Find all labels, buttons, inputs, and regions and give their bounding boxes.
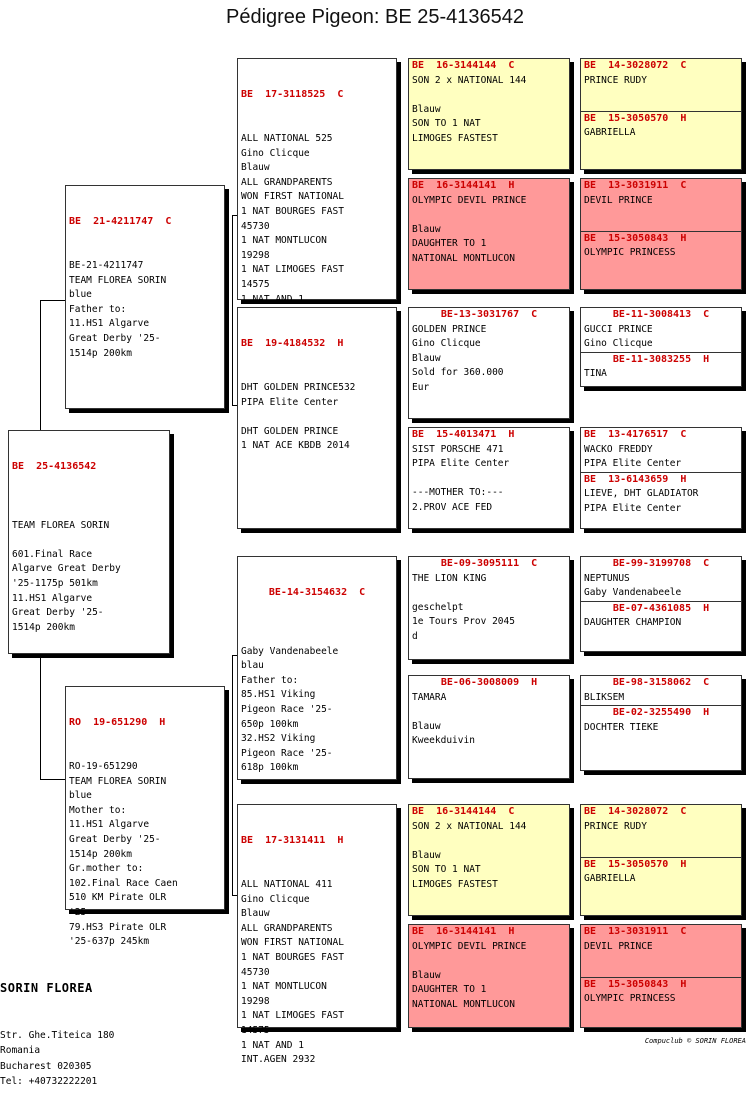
great-grandparent-card[interactable]: [408, 675, 570, 779]
card-line: 45730: [241, 220, 270, 232]
card-line: TEAM FLOREA SORIN: [69, 775, 167, 787]
card-line: OLYMPIC DEVIL PRINCE: [412, 194, 527, 206]
card-text: [69, 259, 221, 361]
footer-credit: Compuclub © SORIN FLOREA: [644, 1037, 746, 1045]
card-line: LIMOGES FASTEST: [412, 878, 498, 890]
card-line: WON FIRST NATIONAL: [241, 937, 344, 949]
card-text: [412, 323, 566, 396]
fourth-generation-card[interactable]: [580, 307, 742, 387]
card-line: ALL NATIONAL 411: [241, 878, 333, 890]
card-line: Father to:: [69, 303, 127, 315]
card-line: 19298: [241, 995, 270, 1007]
card-line: DHT GOLDEN PRINCE: [241, 425, 339, 437]
card-line: WON FIRST NATIONAL: [241, 191, 344, 203]
fourth-generation-card[interactable]: [580, 675, 742, 771]
connector-line: [40, 779, 65, 780]
card-line: 510 KM Pirate OLR: [69, 892, 167, 904]
card-line: [412, 954, 566, 969]
card-line: 650p 100km: [241, 718, 299, 730]
card-line: '25-637p 245km: [69, 936, 150, 948]
dam-ring-number: BE 13-6143659 H: [581, 472, 741, 488]
card-line: SON TO 1 NAT: [412, 118, 481, 130]
card-line: 45730: [241, 966, 270, 978]
ring-number: RO 19-651290 H: [69, 717, 166, 729]
card-line: LIMOGES FASTEST: [412, 132, 498, 144]
ring-number: BE 16-3144141 H: [412, 180, 515, 191]
dam-ring-number: BE 15-3050843 H: [581, 977, 741, 993]
card-line: OLYMPIC DEVIL PRINCE: [412, 940, 527, 952]
card-line: 1 NAT AND 1: [241, 1039, 304, 1051]
fourth-generation-card[interactable]: [580, 924, 742, 1028]
card-line: ALL GRANDPARENTS: [241, 922, 333, 934]
card-line: [412, 88, 566, 103]
card-line: OLYMPIC PRINCESS: [584, 247, 676, 259]
card-line: Str. Ghe.Titeica 180: [0, 1029, 115, 1041]
connector-line: [40, 300, 65, 301]
card-line: Sold for 360.000: [412, 367, 504, 379]
dam-ring-number: BE 15-3050843 H: [581, 231, 741, 247]
card-line: Gaby Vandenabeele: [584, 587, 682, 599]
card-line: SIST PORSCHE 471: [412, 443, 504, 455]
card-line: ALL GRANDPARENTS: [241, 176, 333, 188]
card-line: Gino Clicque: [241, 893, 310, 905]
connector-line: [232, 655, 233, 895]
fourth-generation-card[interactable]: [580, 58, 742, 170]
card-text: [412, 820, 566, 893]
card-line: DAUGHTER TO 1: [412, 238, 487, 250]
card-line: DHT GOLDEN PRINCE532: [241, 381, 356, 393]
card-line: SON 2 x NATIONAL 144: [412, 74, 527, 86]
sire-card[interactable]: [65, 185, 225, 409]
card-line: Bucharest 020305: [0, 1060, 92, 1072]
card-text: [241, 132, 393, 322]
card-line: 618p 100km: [241, 762, 299, 774]
card-line: TAMARA: [412, 691, 447, 703]
card-line: Great Derby '25-: [69, 332, 161, 344]
card-line: Gaby Vandenabeele: [241, 645, 339, 657]
card-line: Algarve Great Derby: [12, 563, 121, 575]
breeder-address: [0, 950, 114, 1105]
card-line: Blauw: [412, 103, 441, 115]
ring-number: BE 21-4211747 C: [69, 216, 172, 228]
fourth-generation-card[interactable]: [580, 556, 742, 652]
card-line: blue: [69, 790, 92, 802]
great-grandparent-card[interactable]: [408, 58, 570, 170]
dam-ring-number: BE 15-3050570 H: [581, 857, 741, 873]
sire-ring-number: BE 13-3031911 C: [584, 180, 687, 191]
card-text: [412, 443, 566, 516]
card-line: 1514p 200km: [12, 621, 75, 633]
card-line: 79.HS3 Pirate OLR: [69, 921, 167, 933]
card-line: '25-1175p 501km: [12, 577, 98, 589]
dam-text: [584, 487, 738, 516]
card-text: [69, 760, 221, 950]
card-line: BLIKSEM: [584, 691, 625, 703]
card-line: PRINCE RUDY: [584, 74, 647, 86]
card-line: 11.HS1 Algarve: [69, 318, 150, 330]
connector-line: [40, 654, 41, 779]
subject-pigeon-card[interactable]: [8, 430, 170, 654]
grandparent-card[interactable]: [237, 804, 397, 1066]
sire-text: [584, 323, 738, 352]
ring-number: BE 17-3131411 H: [241, 835, 344, 847]
card-line: Tel: +40732222201: [0, 1076, 98, 1087]
card-line: Romania: [0, 1045, 41, 1056]
card-line: Gino Clicque: [412, 338, 481, 350]
great-grandparent-card[interactable]: [408, 556, 570, 660]
card-text: [412, 194, 566, 267]
ring-number: BE 17-3118525 C: [241, 89, 344, 101]
card-line: [241, 630, 393, 645]
ring-number: BE 16-3144144 C: [412, 806, 515, 817]
card-line: Gr.mother to:: [69, 863, 144, 875]
card-line: [12, 504, 166, 519]
card-line: Great Derby '25-: [12, 607, 104, 619]
dam-ring-number: BE-02-3255490 H: [581, 705, 741, 721]
dam-text: [584, 367, 738, 382]
card-line: SON TO 1 NAT: [412, 864, 481, 876]
fourth-generation-card[interactable]: [580, 427, 742, 529]
card-line: DOCHTER TIEKE: [584, 721, 659, 733]
card-line: DEVIL PRINCE: [584, 194, 653, 206]
dam-text: [584, 872, 738, 887]
card-line: [412, 472, 566, 487]
sire-ring-number: BE 13-3031911 C: [584, 926, 687, 937]
card-line: [241, 410, 393, 425]
sire-text: [584, 572, 738, 601]
card-line: Blauw: [412, 969, 441, 981]
card-text: [12, 504, 166, 635]
card-line: 1 NAT MONTLUCON: [241, 981, 327, 993]
sire-ring-number: BE-98-3158062 C: [612, 677, 710, 688]
card-line: TEAM FLOREA SORIN: [12, 519, 110, 531]
card-line: 85.HS1 Viking: [241, 689, 316, 701]
ring-number: BE-09-3095111 C: [440, 558, 538, 569]
card-line: DAUGHTER TO 1: [412, 984, 487, 996]
card-line: [412, 208, 566, 223]
card-line: PIPA Elite Center: [412, 458, 510, 470]
sire-text: [584, 820, 738, 857]
ring-number: BE-14-3154632 C: [268, 587, 366, 599]
card-line: [412, 834, 566, 849]
card-line: TINA: [584, 368, 607, 380]
card-text: [412, 940, 566, 1013]
card-line: Mother to:: [69, 804, 127, 816]
card-line: 14575: [241, 278, 270, 290]
card-line: 1514p 200km: [69, 347, 132, 359]
card-line: Blauw: [241, 908, 270, 920]
card-line: NEPTUNUS: [584, 572, 630, 584]
card-line: GABRIELLA: [584, 127, 636, 139]
sire-ring-number: BE-99-3199708 C: [612, 558, 710, 569]
sire-ring-number: BE-11-3008413 C: [612, 309, 710, 320]
dam-text: [584, 616, 738, 631]
dam-text: [584, 992, 738, 1007]
card-line: OLYMPIC PRINCESS: [584, 993, 676, 1005]
card-line: NATIONAL MONTLUCON: [412, 998, 515, 1010]
card-line: SON 2 x NATIONAL 144: [412, 820, 527, 832]
card-line: PRINCE RUDY: [584, 820, 647, 832]
card-line: 102.Final Race Caen: [69, 877, 178, 889]
great-grandparent-card[interactable]: [408, 178, 570, 290]
card-line: PIPA Elite Center: [584, 458, 682, 470]
card-line: 11.HS1 Algarve: [12, 592, 93, 604]
card-line: 1 NAT BOURGES FAST: [241, 205, 344, 217]
sire-text: [584, 443, 738, 472]
breeder-name: SORIN FLOREA: [0, 981, 93, 995]
sire-text: [584, 691, 738, 706]
card-line: THE LION KING: [412, 572, 487, 584]
card-text: [412, 691, 566, 749]
ring-number: BE 25-4136542: [12, 461, 97, 473]
card-line: Blauw: [412, 223, 441, 235]
sire-ring-number: BE 14-3028072 C: [584, 60, 687, 71]
card-line: '25: [69, 906, 87, 918]
great-grandparent-card[interactable]: [408, 924, 570, 1028]
dam-text: [584, 246, 738, 261]
grandparent-card[interactable]: [237, 556, 397, 780]
card-line: d: [412, 630, 418, 642]
card-line: ALL NATIONAL 525: [241, 132, 333, 144]
card-line: 11.HS1 Algarve: [69, 819, 150, 831]
card-line: INT.AGEN 2932: [241, 1054, 316, 1066]
sire-text: [584, 940, 738, 977]
dam-text: [584, 126, 738, 141]
card-line: Pigeon Race '25-: [241, 703, 333, 715]
grandparent-card[interactable]: [237, 58, 397, 305]
card-line: blue: [69, 289, 92, 301]
card-line: Eur: [412, 381, 430, 393]
great-grandparent-card[interactable]: [408, 804, 570, 916]
card-line: 601.Final Race: [12, 548, 93, 560]
grandparent-card[interactable]: [237, 307, 397, 529]
card-line: ---MOTHER TO:---: [412, 487, 504, 499]
card-line: 1e Tours Prov 2045: [412, 616, 515, 628]
card-line: NATIONAL MONTLUCON: [412, 252, 515, 264]
ring-number: BE-06-3008009 H: [440, 677, 538, 688]
card-line: 2.PROV ACE FED: [412, 501, 493, 513]
card-line: 1 NAT LIMOGES FAST: [241, 1010, 344, 1022]
card-text: [241, 630, 393, 776]
card-line: 32.HS2 Viking: [241, 733, 316, 745]
fourth-generation-card[interactable]: [580, 804, 742, 916]
card-line: RO-19-651290: [69, 760, 138, 772]
dam-card[interactable]: [65, 686, 225, 948]
ring-number: BE 16-3144144 C: [412, 60, 515, 71]
ring-number: BE 19-4184532 H: [241, 338, 344, 350]
card-line: DAUGHTER CHAMPION: [584, 617, 682, 629]
card-line: GUCCI PRINCE: [584, 323, 653, 335]
sire-text: [584, 74, 738, 111]
ring-number: BE-13-3031767 C: [440, 309, 538, 320]
card-line: Blauw: [412, 849, 441, 861]
card-line: Pigeon Race '25-: [241, 747, 333, 759]
card-line: 14575: [241, 1024, 270, 1036]
card-line: PIPA Elite Center: [241, 396, 339, 408]
dam-ring-number: BE-07-4361085 H: [581, 601, 741, 617]
card-line: GOLDEN PRINCE: [412, 323, 487, 335]
sire-text: [584, 194, 738, 231]
card-line: 1 NAT BOURGES FAST: [241, 951, 344, 963]
card-line: [12, 533, 166, 548]
ring-number: BE 15-4013471 H: [412, 429, 515, 440]
card-line: Gino Clicque: [241, 147, 310, 159]
dam-ring-number: BE 15-3050570 H: [581, 111, 741, 127]
card-line: Kweekduivin: [412, 735, 475, 747]
card-line: LIEVE, DHT GLADIATOR: [584, 488, 699, 500]
card-line: 1 NAT LIMOGES FAST: [241, 264, 344, 276]
fourth-generation-card[interactable]: [580, 178, 742, 290]
card-line: 1 NAT ACE KBDB 2014: [241, 440, 350, 452]
card-line: Father to:: [241, 674, 299, 686]
card-line: [412, 586, 566, 601]
ring-number: BE 16-3144141 H: [412, 926, 515, 937]
card-line: 1 NAT AND 1: [241, 293, 304, 305]
card-text: [412, 74, 566, 147]
dam-ring-number: BE-11-3083255 H: [581, 352, 741, 368]
card-line: Blauw: [412, 352, 441, 364]
card-line: 1514p 200km: [69, 848, 132, 860]
card-line: WACKO FREDDY: [584, 443, 653, 455]
card-line: geschelpt: [412, 601, 464, 613]
sire-ring-number: BE 14-3028072 C: [584, 806, 687, 817]
card-line: Great Derby '25-: [69, 833, 161, 845]
card-text: [241, 381, 393, 454]
great-grandparent-card[interactable]: [408, 427, 570, 529]
card-line: GABRIELLA: [584, 873, 636, 885]
card-line: [412, 705, 566, 720]
card-line: Gino Clicque: [584, 338, 653, 350]
card-line: PIPA Elite Center: [584, 502, 682, 514]
card-line: 19298: [241, 249, 270, 261]
page-title: Pédigree Pigeon: BE 25-4136542: [225, 6, 524, 28]
card-line: TEAM FLOREA SORIN: [69, 274, 167, 286]
connector-line: [232, 215, 233, 405]
card-line: Blauw: [241, 162, 270, 174]
card-line: BE-21-4211747: [69, 259, 144, 271]
card-line: Blauw: [412, 720, 441, 732]
card-line: DEVIL PRINCE: [584, 940, 653, 952]
breeder-details: [0, 1028, 114, 1090]
card-text: [241, 878, 393, 1068]
card-line: 1 NAT MONTLUCON: [241, 235, 327, 247]
card-text: [412, 572, 566, 645]
great-grandparent-card[interactable]: [408, 307, 570, 419]
connector-line: [40, 300, 41, 430]
sire-ring-number: BE 13-4176517 C: [584, 429, 687, 440]
card-line: blau: [241, 660, 264, 672]
dam-text: [584, 721, 738, 736]
